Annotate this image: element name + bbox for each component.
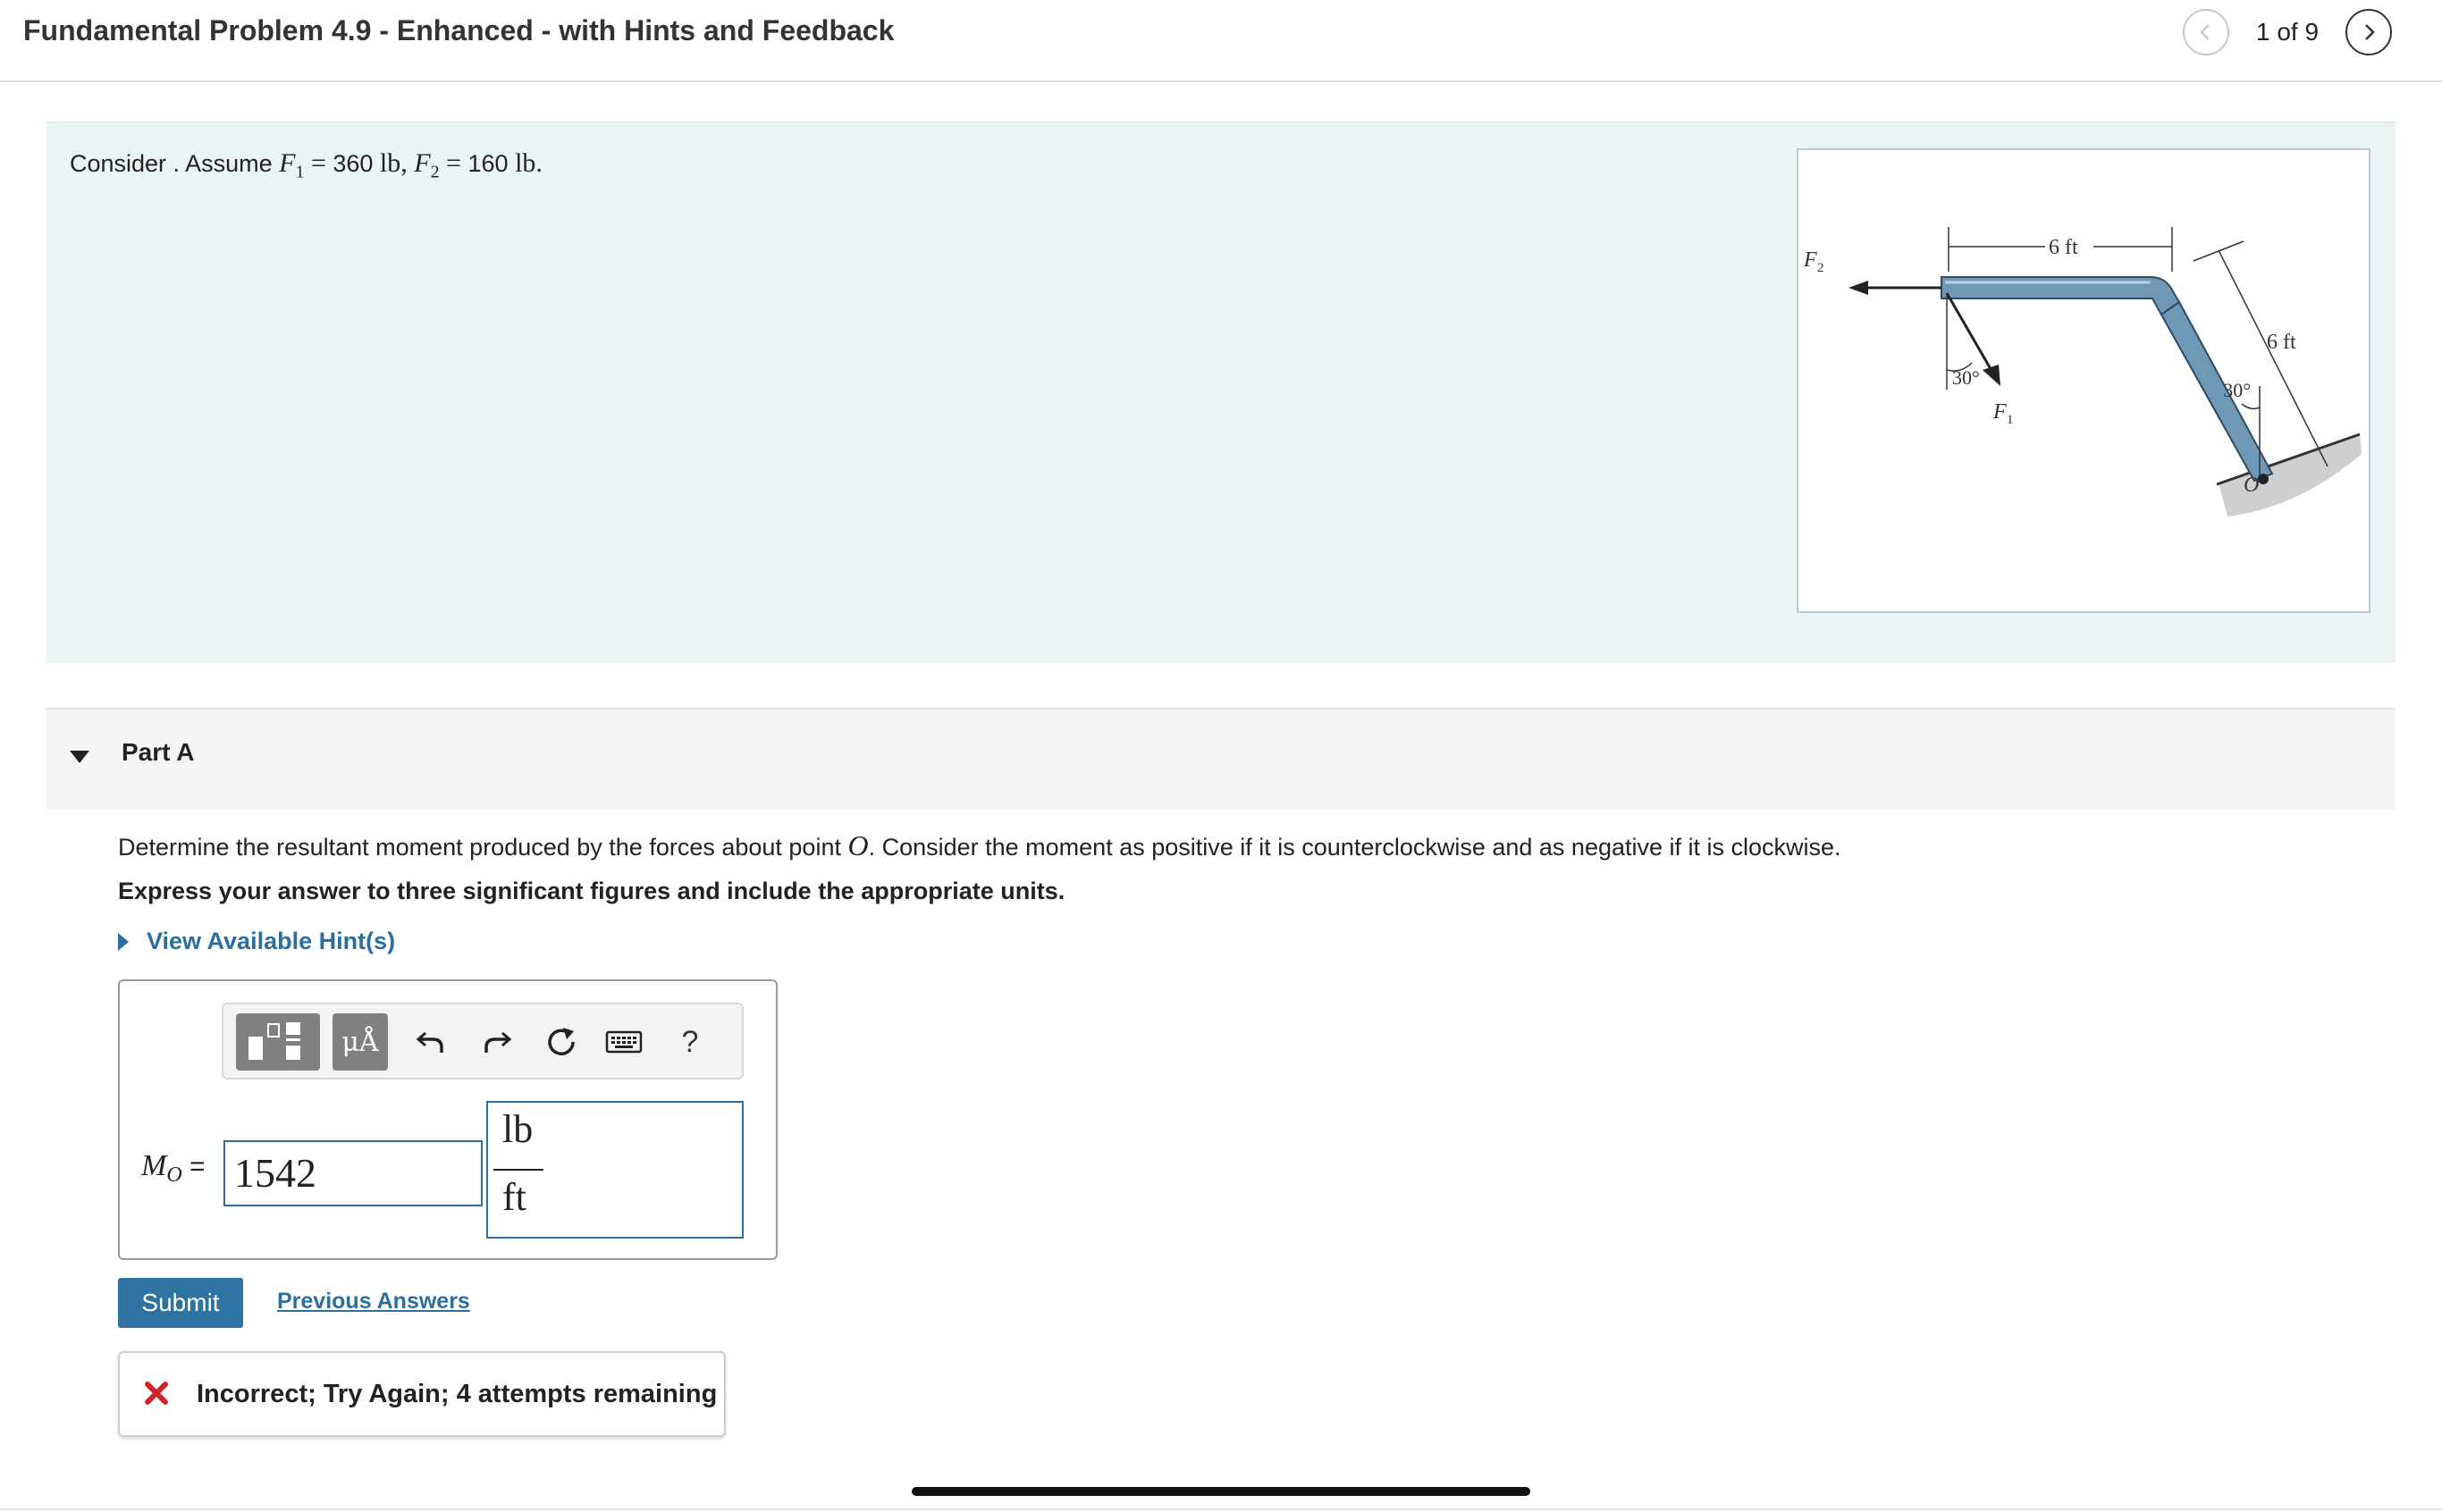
bottom-divider (0, 1508, 2442, 1510)
equals-sign: = (304, 148, 333, 178)
beam-slanted (2161, 302, 2272, 481)
caret-down-icon[interactable] (70, 751, 89, 763)
unit-numerator: lb (502, 1107, 534, 1151)
beam-diagram (1798, 150, 2369, 611)
item-counter: 1 of 9 (2256, 18, 2320, 46)
question-point: O (847, 829, 869, 861)
equation-toolbar (222, 1003, 744, 1079)
f1-figure-sub: 1 (2007, 413, 2014, 427)
f2-subscript: 2 (430, 162, 440, 182)
answer-instruction: Express your answer to three significant figures and include the appropriate units. (118, 878, 1065, 904)
unit-denominator: ft (502, 1175, 526, 1219)
home-indicator[interactable] (912, 1487, 1530, 1496)
f2-figure-sub: 2 (1817, 261, 1824, 275)
angle-label-left: 30° (1952, 366, 1980, 389)
f1-arrowhead (1983, 365, 2000, 386)
period: . (535, 148, 543, 178)
chevron-right-icon (2358, 21, 2379, 43)
keyboard-button[interactable] (599, 1017, 649, 1067)
f2-symbol: F (414, 148, 431, 178)
reset-button[interactable] (536, 1017, 586, 1067)
dim-slant-label: 6 ft (2267, 331, 2296, 354)
problem-prefix: Consider . Assume (70, 150, 280, 177)
problem-statement (70, 148, 543, 182)
f1-arrow-shaft (1947, 293, 1993, 374)
f2-value: 160 (467, 150, 509, 177)
part-a-header[interactable] (46, 708, 2396, 810)
f1-unit: lb (373, 148, 401, 178)
problem-panel (46, 122, 2396, 663)
feedback-box (118, 1351, 726, 1437)
caret-right-icon (118, 933, 129, 951)
submit-button[interactable]: Submit (118, 1278, 243, 1328)
question-text (118, 829, 1841, 862)
view-hints-link[interactable] (118, 928, 395, 955)
f2-figure-label: F (1804, 248, 1817, 272)
question-post: . Consider the moment as positive if it is counterclockwise and as negative if it is clockwise. (868, 834, 1841, 861)
problem-figure[interactable] (1797, 148, 2370, 613)
keyboard-icon (605, 1029, 643, 1055)
previous-answers-link[interactable]: Previous Answers (277, 1289, 470, 1314)
undo-button[interactable] (406, 1017, 456, 1067)
redo-icon (481, 1026, 513, 1058)
x-mark-icon (143, 1380, 170, 1407)
templates-icon (236, 1013, 320, 1071)
answer-label-symbol: M (141, 1149, 167, 1182)
f2-unit: lb (508, 148, 536, 178)
feedback-message: Incorrect; Try Again; 4 attempts remaining (197, 1380, 718, 1408)
hint-link-label: View Available Hint(s) (147, 928, 396, 954)
part-label: Part A (122, 738, 195, 766)
chevron-left-icon (2195, 21, 2217, 43)
angle-label-right: 30° (2223, 379, 2251, 401)
equals-sign: = (439, 148, 468, 178)
units-button[interactable]: μÅ (333, 1013, 388, 1071)
answer-label (141, 1149, 206, 1188)
next-item-button[interactable] (2345, 9, 2392, 55)
page-title: Fundamental Problem 4.9 - Enhanced - with Hints and Feedback (23, 14, 895, 46)
f2-arrowhead (1848, 281, 1868, 295)
help-button[interactable]: ? (681, 1024, 699, 1059)
fraction-bar (493, 1169, 543, 1171)
f1-symbol: F (279, 148, 296, 178)
f1-figure-label: F (1993, 400, 2007, 424)
answer-label-eq: = (181, 1152, 206, 1181)
undo-icon (415, 1026, 447, 1058)
reset-icon (543, 1024, 579, 1060)
answer-box (118, 979, 778, 1260)
question-pre: Determine the resultant moment produced by the forces about point (118, 834, 848, 861)
right-angle-arc (2242, 404, 2260, 408)
units-input[interactable] (486, 1101, 744, 1239)
value-input[interactable]: 1542 (223, 1140, 483, 1206)
redo-button[interactable] (472, 1017, 522, 1067)
previous-item-button[interactable] (2183, 9, 2229, 55)
header-bar (0, 0, 2442, 82)
answer-label-sub: O (166, 1163, 182, 1187)
comma: , (400, 148, 415, 178)
f1-value: 360 (333, 150, 374, 177)
point-o-label: O (2244, 474, 2260, 497)
f1-subscript: 1 (295, 162, 305, 182)
templates-button[interactable] (236, 1013, 320, 1071)
dim-top-label: 6 ft (2049, 236, 2078, 259)
